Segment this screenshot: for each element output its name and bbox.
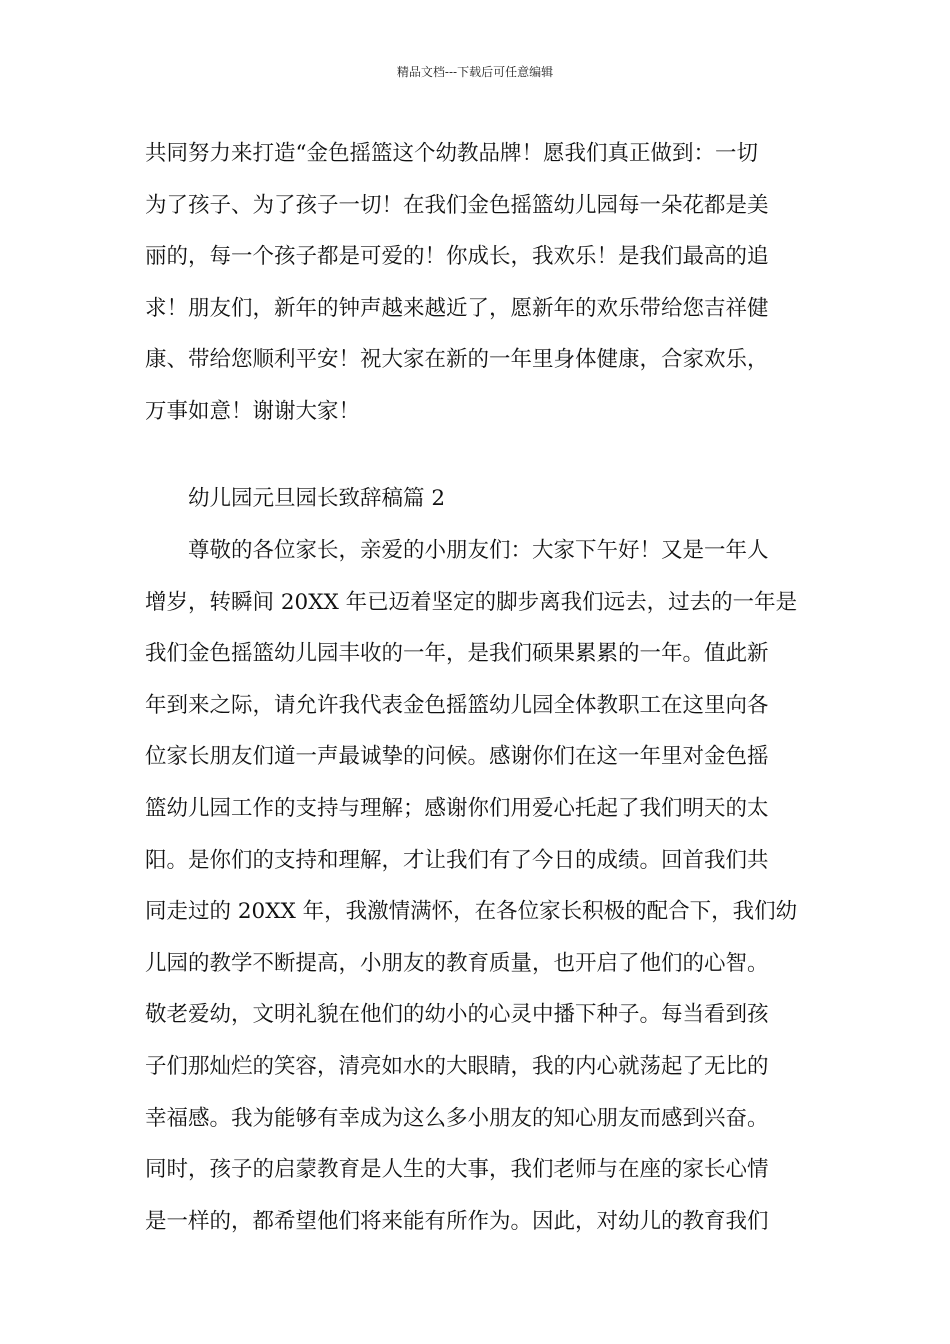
text-line: 敬老爱幼，文明礼貌在他们的幼小的心灵中播下种子。每当看到孩 <box>145 1002 769 1028</box>
text-line: 是一样的，都希望他们将来能有所作为。因此，对幼儿的教育我们 <box>145 1208 769 1234</box>
text-line: 同时，孩子的启蒙教育是人生的大事，我们老师与在座的家长心情 <box>145 1157 769 1183</box>
text-line: 万事如意！谢谢大家！ <box>145 398 361 424</box>
text-line: 阳。是你们的支持和理解，才让我们有了今日的成绩。回首我们共 <box>145 847 769 873</box>
text-line: 我们金色摇篮幼儿园丰收的一年，是我们硕果累累的一年。值此新 <box>145 641 769 667</box>
text-line: 为了孩子、为了孩子一切！在我们金色摇篮幼儿园每一朵花都是美 <box>145 192 769 218</box>
text-line: 同走过的 20XX 年，我激情满怀，在各位家长积极的配合下，我们幼 <box>145 899 798 925</box>
text-line: 丽的，每一个孩子都是可爱的！你成长，我欢乐！是我们最高的追 <box>145 244 769 270</box>
text-line: 康、带给您顺利平安！祝大家在新的一年里身体健康，合家欢乐， <box>145 347 769 373</box>
text-line: 子们那灿烂的笑容，清亮如水的大眼睛，我的内心就荡起了无比的 <box>145 1053 769 1079</box>
text-line: 共同努力来打造“金色摇篮这个幼教品牌！愿我们真正做到：一切 <box>145 141 758 166</box>
text-line: 儿园的教学不断提高，小朋友的教育质量，也开启了他们的心智。 <box>145 950 769 976</box>
section-heading-block <box>145 473 815 525</box>
text-line: 求！朋友们，新年的钟声越来越近了，愿新年的欢乐带给您吉祥健 <box>145 295 769 321</box>
page-header-note: 精品文档---下载后可任意编辑 <box>396 65 554 79</box>
section-heading: 幼儿园元旦园长致辞稿篇 2 <box>188 486 446 511</box>
text-line: 篮幼儿园工作的支持与理解；感谢你们用爱心托起了我们明天的太 <box>145 795 769 821</box>
text-line: 增岁，转瞬间 20XX 年已迈着坚定的脚步离我们远去，过去的一年是 <box>145 589 798 615</box>
paragraph-top <box>145 128 815 438</box>
text-line: 年到来之际，请允许我代表金色摇篮幼儿园全体教职工在这里向各 <box>145 692 769 718</box>
text-line: 幸福感。我为能够有幸成为这么多小朋友的知心朋友而感到兴奋。 <box>145 1105 769 1131</box>
text-line: 位家长朋友们道一声最诚挚的问候。感谢你们在这一年里对金色摇 <box>145 744 769 770</box>
text-line: 尊敬的各位家长，亲爱的小朋友们：大家下午好！又是一年人 <box>188 538 769 563</box>
paragraph-body <box>145 525 815 1247</box>
